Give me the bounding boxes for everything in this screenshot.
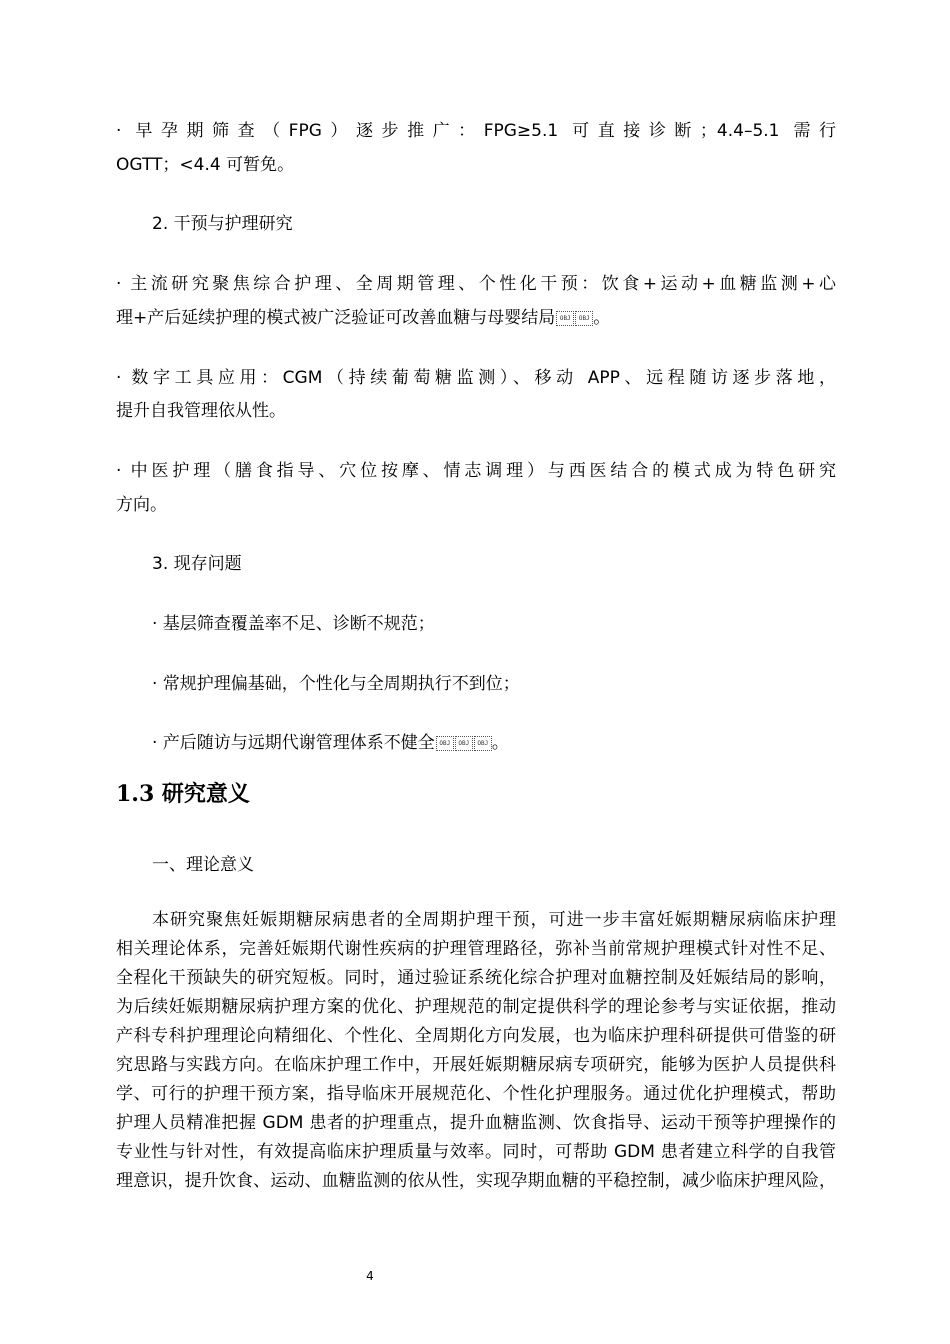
paragraph-line: 学、可行的护理干预方案，指导临床开展规范化、个性化护理服务。通过优化护理模式，帮助 [116,1084,836,1104]
paragraph-line: 究思路与实践方向。在临床护理工作中，开展妊娠期糖尿病专项研究，能够为医护人员提供科 [116,1055,836,1075]
paragraph-line: 专业性与针对性，有效提高临床护理质量与效率。同时，可帮助 GDM 患者建立科学的自我管 [116,1142,836,1162]
subheading-theory: 一、理论意义 [152,855,254,875]
paragraph-line: 护理人员精准把握 GDM 患者的护理重点，提升血糖监测、饮食指导、运动干预等护理操作的 [116,1113,836,1133]
object-placeholder-icon: OBJ [455,736,473,751]
bullet-comprehensive-care-line-2 [116,306,836,330]
bullet-tcm-care-line-2: 方向。 [116,495,167,515]
bullet-digital-tools-line-1: · 数字工具应用：CGM（持续葡萄糖监测）、移动 APP、远程随访逐步落地， [116,368,836,388]
page-number: 4 [366,1269,374,1283]
fpg-screening-line-2: OGTT；<4.4 可暂免。 [116,155,295,175]
section-2-title: 2. 干预与护理研究 [152,214,293,234]
paragraph-line: 产科专科护理理论向精细化、个性化、全周期化方向发展，也为临床护理科研提供可借鉴的研 [116,1026,836,1046]
issue-bullet-2: · 常规护理偏基础，个性化与全周期执行不到位； [152,674,520,694]
object-placeholder-icon: OBJ [436,736,454,751]
object-placeholder-icon: OBJ [556,311,574,326]
issue-bullet-3 [152,731,872,755]
issue-bullet-1: · 基层筛查覆盖率不足、诊断不规范； [152,614,435,634]
bullet-comprehensive-care-text: 理+产后延续护理的模式被广泛验证可改善血糖与母婴结局 [116,308,556,328]
issue-bullet-3-text: · 产后随访与远期代谢管理体系不健全 [152,733,435,753]
object-placeholder-icon: OBJ [474,736,492,751]
paragraph-line: 本研究聚焦妊娠期糖尿病患者的全周期护理干预，可进一步丰富妊娠期糖尿病临床护理 [152,910,836,930]
bullet-tcm-care-line-1: · 中医护理（膳食指导、穴位按摩、情志调理）与西医结合的模式成为特色研究 [116,461,836,481]
paragraph-line: 为后续妊娠期糖尿病护理方案的优化、护理规范的制定提供科学的理论参考与实证依据，推动 [116,997,836,1017]
bullet-digital-tools-line-2: 提升自我管理依从性。 [116,401,286,421]
section-heading-1-3: 1.3 研究意义 [116,781,250,807]
paragraph-line: 全程化干预缺失的研究短板。同时，通过验证系统化综合护理对血糖控制及妊娠结局的影响， [116,968,836,988]
fpg-screening-line-1: · 早孕期筛查（FPG）逐步推广：FPG≥5.1 可直接诊断；4.4–5.1 需行 [116,121,836,141]
sentence-end-mark: 。 [593,308,611,328]
section-3-title: 3. 现存问题 [152,554,242,574]
paragraph-line: 相关理论体系，完善妊娠期代谢性疾病的护理管理路径，弥补当前常规护理模式针对性不足、 [116,939,836,959]
paragraph-line: 理意识，提升饮食、运动、血糖监测的依从性，实现孕期血糖的平稳控制，减少临床护理风险， [116,1171,836,1191]
object-placeholder-icon: OBJ [575,311,593,326]
bullet-comprehensive-care-line-1: · 主流研究聚焦综合护理、全周期管理、个性化干预：饮食+运动+血糖监测+心 [116,274,836,294]
sentence-end-mark: 。 [491,733,509,753]
